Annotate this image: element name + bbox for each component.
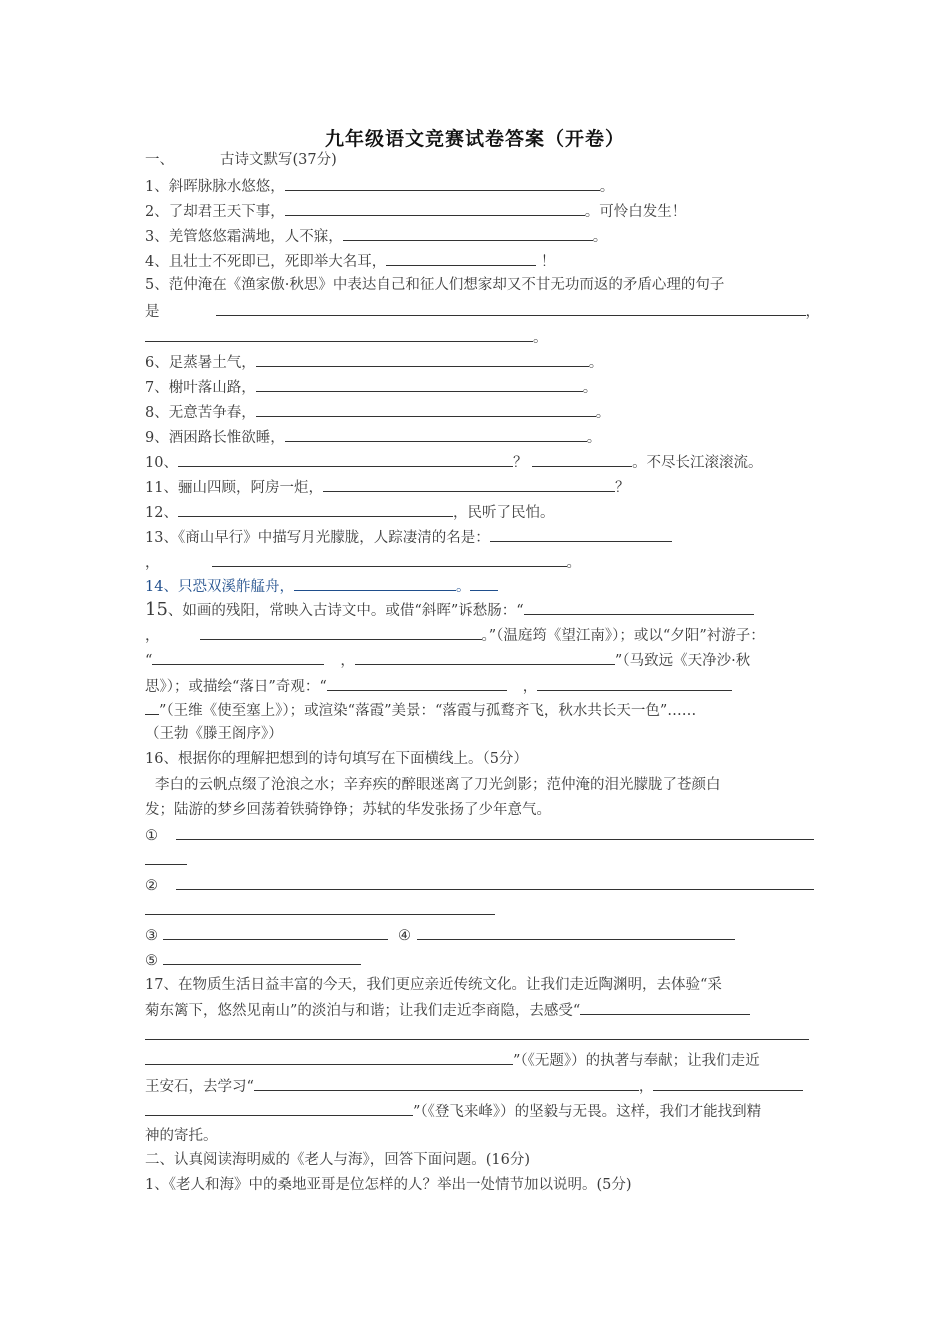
question-11: 11、骊山四顾，阿房一炬， ？ — [145, 477, 629, 498]
question-17-line5: 王安石，去学习“ ， — [145, 1076, 803, 1097]
question-3: 3、羌管悠悠霜满地，人不寐， 。 — [145, 226, 607, 247]
section-2-heading: 二、认真阅读海明威的《老人与海》，回答下面问题。(16分) — [145, 1152, 531, 1168]
question-13-line2: ， 。 — [145, 552, 581, 573]
question-5-line2: 是 ， — [145, 301, 820, 322]
question-15: 15、如画的残阳，常映入古诗文中。或借“斜晖”诉愁肠：“ — [145, 600, 754, 621]
question-17-line4: ”（《无题》）的执著与奉献；让我们走近 — [145, 1050, 760, 1071]
question-16: 16、根据你的理解把想到的诗句填写在下面横线上。（5分） — [145, 751, 528, 767]
question-7: 7、榭叶落山路， 。 — [145, 377, 597, 398]
question-14: 14、只恐双溪舴艋舟， 。 — [145, 576, 498, 597]
answer-line-1: ① — [145, 825, 814, 846]
page-title: 九年级语文竞赛试卷答案（开卷） — [324, 128, 625, 150]
answer-line-2: ② — [145, 875, 814, 896]
answer-line-1-cont — [145, 850, 187, 871]
question-2: 2、了却君王天下事， 。可怜白发生！ — [145, 201, 686, 222]
question-15-line4: 思》）；或描绘“落日”奇观：“ ， — [145, 676, 732, 697]
question-17: 17、在物质生活日益丰富的今天，我们更应亲近传统文化。让我们走近陶渊明，去体验“采 — [145, 977, 722, 993]
answer-line-3-4: ③ ④ — [145, 925, 735, 946]
question-15-line2: ， 。”（温庭筠《望江南》）；或以“夕阳”衬游子： — [145, 625, 765, 646]
question-10: 10、 ？ 。不尽长江滚滚流。 — [145, 452, 763, 473]
question-4: 4、且壮士不死即已，死即举大名耳， ！ — [145, 251, 555, 272]
answer-line-5: ⑤ — [145, 950, 361, 971]
question-12: 12、 ，民听了民怕。 — [145, 502, 554, 523]
question-9: 9、酒困路长惟欲睡， 。 — [145, 427, 601, 448]
question-16-passage-2: 发；陆游的梦乡回荡着铁骑铮铮；苏轼的华发张扬了少年意气。 — [145, 802, 551, 818]
question-13: 13、《商山早行》中描写月光朦胧，人踪凄清的名是： — [145, 527, 672, 548]
question-17-line3 — [145, 1025, 809, 1046]
question-17-line7: 神的寄托。 — [145, 1128, 218, 1144]
section-2-question-1: 1、《老人和海》中的桑地亚哥是位怎样的人？举出一处情节加以说明。(5分) — [145, 1177, 632, 1193]
question-15-line6: （王勃《滕王阁序》） — [145, 726, 283, 742]
question-5: 5、范仲淹在《渔家傲·秋思》中表达自己和征人们想家却又不甘无功而返的矛盾心理的句子 — [145, 277, 725, 293]
question-17-line2: 菊东篱下，悠然见南山”的淡泊与和谐；让我们走近李商隐，去感受“ — [145, 1000, 750, 1021]
question-15-line3: “ ， ”（马致远《天净沙·秋 — [145, 650, 750, 671]
question-8: 8、无意苦争春， 。 — [145, 402, 610, 423]
question-15-line5: ”（王维《使至塞上》）；或渲染“落霞”美景：“落霞与孤鹜齐飞，秋水共长天一色”…… — [145, 700, 696, 721]
question-17-line6: ”（《登飞来峰》）的坚毅与无畏。这样，我们才能找到精 — [145, 1101, 761, 1122]
question-5-line3: 。 — [145, 327, 548, 348]
question-6: 6、足蒸暑土气， 。 — [145, 352, 603, 373]
section-1-heading: 一、 古诗文默写(37分) — [145, 152, 337, 168]
question-16-passage-1: 李白的云帆点缀了沧浪之水；辛弃疾的醉眼迷离了刀光剑影；范仲淹的泪光朦胧了苍颜白 — [155, 777, 721, 793]
answer-line-2-cont — [145, 900, 495, 921]
question-1: 1、斜晖脉脉水悠悠， 。 — [145, 176, 614, 197]
